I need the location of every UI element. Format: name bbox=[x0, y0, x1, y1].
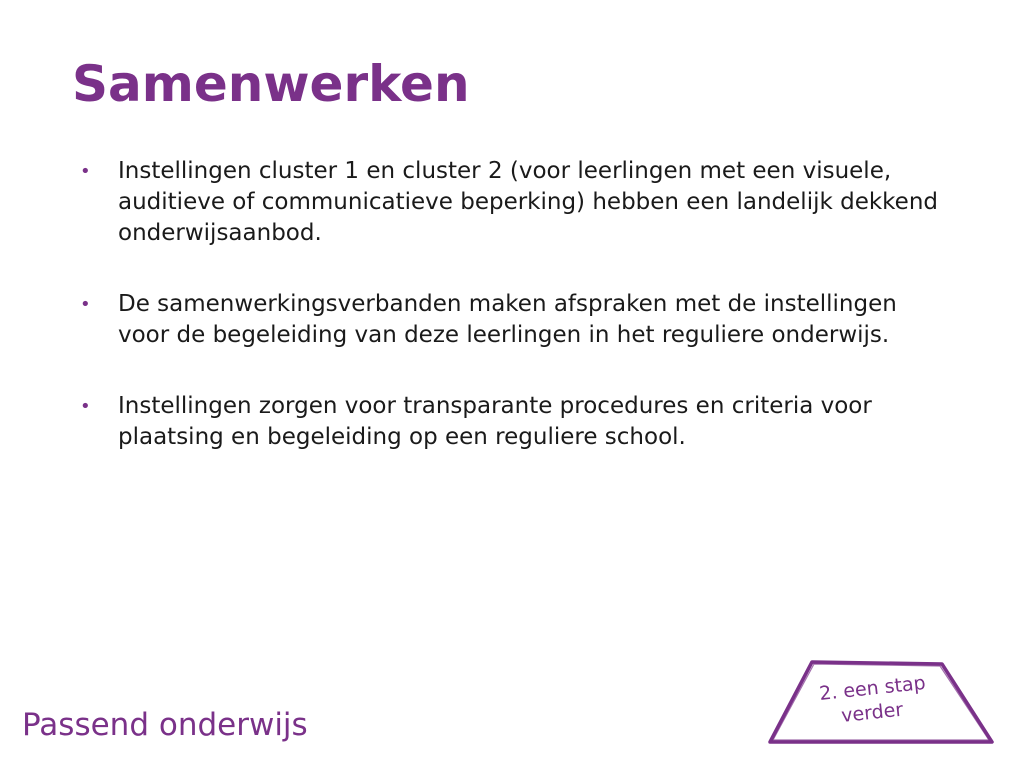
bullet-list bbox=[80, 156, 940, 493]
slide-title: Samenwerken bbox=[72, 55, 470, 113]
bullet-icon: • bbox=[80, 396, 91, 417]
footer-label: Passend onderwijs bbox=[22, 707, 308, 743]
bullet-text: De samenwerkingsverbanden maken afspraken met de instellingen voor de begeleiding van deze leerlingen in het reguliere onderwijs. bbox=[118, 291, 897, 348]
bullet-item bbox=[80, 156, 940, 249]
bullet-item bbox=[80, 391, 940, 453]
bullet-icon: • bbox=[80, 161, 91, 182]
bullet-text: Instellingen zorgen voor transparante procedures en criteria voor plaatsing en begeleiding op een reguliere school. bbox=[118, 393, 872, 450]
logo-line-2: verder bbox=[840, 698, 905, 727]
bullet-text: Instellingen cluster 1 en cluster 2 (voor leerlingen met een visuele, auditieve of communicatieve beperking) hebben een landelijk dekkend onderwijsaanbod. bbox=[118, 158, 939, 246]
step-logo-icon bbox=[764, 656, 998, 748]
bullet-icon: • bbox=[80, 294, 91, 315]
bullet-item bbox=[80, 289, 940, 351]
logo-line-1: 2. een stap bbox=[818, 671, 927, 705]
